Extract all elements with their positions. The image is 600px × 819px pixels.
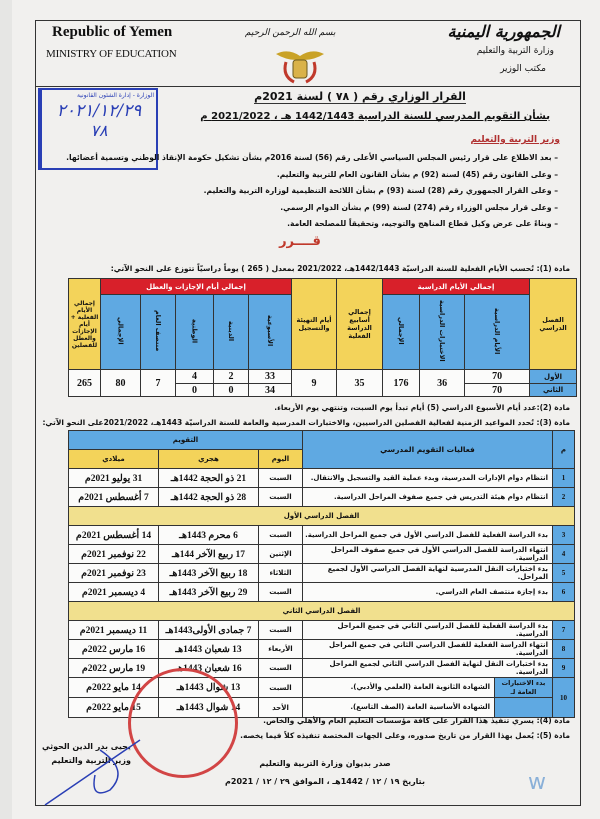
decides-heading: قــــرر bbox=[279, 234, 321, 249]
exam-activity-cell bbox=[303, 678, 553, 698]
exam-activity-cell bbox=[303, 698, 553, 718]
grand-total-cell: 265 bbox=[69, 370, 101, 397]
activity-cell: بدء اختبارات النقل المدرسية لنهاية الفصل الدراسي الأول لجميع المراحل. bbox=[303, 564, 553, 583]
article-1: مادة (1): تُحسب الأيام الفعلية للسنة الدراسيّة 1442/1443هـ، 2021/2022 بمعدل ( 265 ) يوماً دراسيّاً تتوزع على النحو الآتي: bbox=[110, 264, 570, 273]
hijri-date-cell: 17 ربيع الآخر 144هـ bbox=[159, 545, 259, 564]
col-no: م bbox=[553, 431, 575, 469]
day-cell: السبت bbox=[259, 526, 303, 545]
gregorian-date-cell: 7 أغسطس 2021م bbox=[69, 488, 159, 507]
religious-cell: 0 bbox=[214, 384, 249, 397]
article-5: مادة (5): يُعمل بهذا القرار من تاريخ صدوره، وعلى الجهات المختصة تنفيذه كلاً فيما يخصه. bbox=[240, 731, 570, 740]
preamble-item: – وعلى القرار الجمهوري رقم (28) لسنة (93) م بشأن اللائحة التنظيمية لوزارة التربية والتعليم. bbox=[118, 183, 558, 200]
row-number: 5 bbox=[553, 564, 575, 583]
day-cell: السبت bbox=[259, 583, 303, 602]
col-holidays-total: الإجمالي bbox=[116, 317, 125, 345]
hijri-date-cell: 13 شعبان 1443هـ bbox=[159, 640, 259, 659]
row-number: 9 bbox=[553, 659, 575, 678]
gregorian-date-cell: 15 مايو 2022م bbox=[69, 698, 159, 718]
day-cell: الثلاثاء bbox=[259, 564, 303, 583]
hijri-date-cell: 28 ذو الحجة 1442هـ bbox=[159, 488, 259, 507]
row-number: 7 bbox=[553, 621, 575, 640]
row-number: 1 bbox=[553, 469, 575, 488]
preamble-list bbox=[66, 150, 558, 233]
preamble-item: – وبناءً على عرض وكيل قطاع المناهج والتوجيه، وتحقيقاً للمصلحة العامة. bbox=[118, 216, 558, 233]
signer-name: يحيى بدر الدين الحوثي bbox=[42, 742, 131, 751]
activity-cell: انتظام دوام الإدارات المدرسية، وبدء عملية القيد والتسجيل والانتقال. bbox=[303, 469, 553, 488]
day-cell: السبت bbox=[259, 488, 303, 507]
incoming-stamp-date: ٢٠٢١/١٢/٢٩ bbox=[56, 101, 142, 121]
table-row bbox=[69, 469, 575, 488]
watermark-icon: w bbox=[528, 770, 546, 795]
header-ar-ministry: وزارة التربية والتعليم bbox=[476, 46, 554, 56]
col-greg: ميلادي bbox=[69, 450, 159, 469]
general-exams-label-cont bbox=[494, 698, 552, 717]
row-number: 6 bbox=[553, 583, 575, 602]
article-3: مادة (3): تُحدد المواعيد الزمنية لفعالية الفصلين الدراسيين، والاختبارات المدرسية والعامة للسنة الدراسيّة 1443هـ، 2021/2022على النحو الآتي: bbox=[42, 418, 570, 427]
midyear-cell: 7 bbox=[141, 370, 176, 397]
table-row bbox=[69, 621, 575, 640]
preamble-item: – وعلى القانون رقم (45) لسنة (92) م بشأن القانون العام للتربية والتعليم. bbox=[118, 167, 558, 184]
row-number: 8 bbox=[553, 640, 575, 659]
prep-cell: 9 bbox=[292, 370, 337, 397]
row-number: 3 bbox=[553, 526, 575, 545]
term-label: الثاني bbox=[530, 384, 577, 397]
article-2: مادة (2):عدد أيام الأسبوع الدراسي (5) أيام تبدأ يوم السبت، وتنتهي يوم الأربعاء. bbox=[274, 403, 570, 412]
gregorian-date-cell: 11 ديسمبر 2021م bbox=[69, 621, 159, 640]
day-cell: السبت bbox=[259, 659, 303, 678]
decision-title bbox=[170, 90, 550, 103]
col-religious: الدينية bbox=[227, 320, 236, 342]
term1-heading: الفصل الدراسي الأول bbox=[69, 507, 575, 526]
school-total-cell: 176 bbox=[383, 370, 420, 397]
row-number: 10 bbox=[553, 678, 575, 718]
activity-cell: بدء إجازة منتصف العام الدراسي. bbox=[303, 583, 553, 602]
article-4: مادة (4): يسري تنفيذ هذا القرار على كافة مؤسسات التعليم العام والأهلي والخاص. bbox=[263, 716, 570, 725]
hijri-date-cell: 21 ذو الحجة 1442هـ bbox=[159, 469, 259, 488]
national-cell: 0 bbox=[176, 384, 214, 397]
group-school-days: إجمالي الأيام الدراسية bbox=[383, 279, 530, 295]
preamble-item: – بعد الاطلاع على قرار رئيس المجلس السياسي الأعلى رقم (56) لسنة 2016م بشأن تشكيل حكومة الإنقاذ الوطني وتسمية أعضائها. bbox=[118, 150, 558, 167]
exam-activity-text: الشهادة الأساسية العامة (الصف التاسع). bbox=[350, 703, 490, 711]
col-day: اليوم bbox=[259, 450, 303, 469]
table-row bbox=[69, 526, 575, 545]
decision-subject: بشأن التقويم المدرسي للسنة الدراسية 1442/1443 هـ ، 2021/2022 م bbox=[200, 111, 550, 122]
preamble-item: – وعلى قرار مجلس الوزراء رقم (274) لسنة (99) م بشأن الدوام الرسمي. bbox=[118, 200, 558, 217]
day-cell: السبت bbox=[259, 678, 303, 698]
activity-cell: بدء الدراسة الفعلية للفصل الدراسي الأول في جميع المراحل الدراسية. bbox=[303, 526, 553, 545]
table-row bbox=[69, 545, 575, 564]
col-term: الفصل الدراسي bbox=[530, 279, 577, 370]
incoming-stamp-label: الوزارة - إدارة الشئون القانونية bbox=[76, 92, 154, 99]
col-grand-total: إجمالي الأيام الفعلية + أيام الإجازات والعطل للفصلين bbox=[69, 279, 101, 370]
hijri-date-cell: 6 محرم 1443هـ bbox=[159, 526, 259, 545]
header-en-ministry: MINISTRY OF EDUCATION bbox=[46, 48, 177, 60]
issued-date: بتاريخ ١٩ / ١٢ / 1442هـ ، الموافق ٢٩ / ١٢ / 2021م bbox=[225, 777, 425, 786]
gregorian-date-cell: 19 مارس 2022م bbox=[69, 659, 159, 678]
header-en-country: Republic of Yemen bbox=[52, 24, 173, 40]
activity-cell: بدء الدراسة الفعلية للفصل الدراسي الثاني في جميع المراحل الدراسية. bbox=[303, 621, 553, 640]
table-row bbox=[69, 640, 575, 659]
hijri-date-cell: 7 جمادى الأولى1443هـ bbox=[159, 621, 259, 640]
activity-cell: انتهاء الدراسة الفعلية للفصل الدراسي الثاني في جميع المراحل الدراسية. bbox=[303, 640, 553, 659]
religious-cell: 2 bbox=[214, 370, 249, 384]
exam-activity-text: الشهادة الثانوية العامة (العلمي والأدبي). bbox=[350, 683, 490, 691]
hijri-date-cell: 14 شوال 1443هـ bbox=[159, 698, 259, 718]
col-activity: فعاليات التقويم المدرسي bbox=[303, 431, 553, 469]
weekly-cell: 33 bbox=[249, 370, 292, 384]
hijri-date-cell: 18 ربيع الآخر 1443هـ bbox=[159, 564, 259, 583]
yemen-emblem-icon bbox=[274, 46, 326, 84]
school-days-cell: 70 bbox=[465, 384, 530, 397]
activity-cell: انتظام دوام هيئة التدريس في جميع صفوف المراحل الدراسية. bbox=[303, 488, 553, 507]
term2-heading: الفصل الدراسي الثاني bbox=[69, 602, 575, 621]
day-cell: الأحد bbox=[259, 698, 303, 718]
header-ar-office: مكتب الوزير bbox=[500, 64, 546, 74]
row-number: 4 bbox=[553, 545, 575, 564]
gregorian-date-cell: 14 أغسطس 2021م bbox=[69, 526, 159, 545]
day-cell: الأربعاء bbox=[259, 640, 303, 659]
table-row bbox=[69, 370, 577, 384]
header-ar-country: الجمهورية اليمنية bbox=[447, 22, 560, 41]
header-divider bbox=[35, 86, 581, 87]
gregorian-date-cell: 4 ديسمبر 2021م bbox=[69, 583, 159, 602]
holidays-total-cell: 80 bbox=[101, 370, 141, 397]
issued-text: صدر بديوان وزارة التربية والتعليم bbox=[259, 759, 391, 768]
hijri-date-cell: 29 ربيع الآخر 1443هـ bbox=[159, 583, 259, 602]
day-cell: السبت bbox=[259, 469, 303, 488]
incoming-stamp-number: ٧٨ bbox=[90, 121, 108, 140]
activity-cell: بدء اختبارات النقل لنهاية الفصل الدراسي الثاني لجميع المراحل الدراسية. bbox=[303, 659, 553, 678]
col-school-total: الإجمالي bbox=[397, 317, 406, 345]
general-exams-label: بدء الاختبارات العامة لـ bbox=[494, 678, 552, 697]
table-row bbox=[69, 564, 575, 583]
basmala: بسم الله الرحمن الرحيم bbox=[245, 28, 336, 38]
gregorian-date-cell: 31 يوليو 2021م bbox=[69, 469, 159, 488]
school-days-cell: 70 bbox=[465, 370, 530, 384]
col-exams: الاختبارات الدراسية bbox=[438, 300, 447, 362]
day-cell: الإثنين bbox=[259, 545, 303, 564]
col-national: الوطنية bbox=[190, 318, 199, 344]
signer-title: وزير التربية والتعليم bbox=[51, 756, 131, 765]
activity-cell: انتهاء الدراسة للفصل الدراسي الأول في جميع صفوف المراحل الدراسية. bbox=[303, 545, 553, 564]
term-label: الأول bbox=[530, 370, 577, 384]
table-row bbox=[69, 488, 575, 507]
school-calendar-table bbox=[68, 430, 575, 718]
decision-title-text: القرار الوزاري رقم ( ٧٨ ) لسنة 2021م bbox=[254, 90, 466, 103]
national-cell: 4 bbox=[176, 370, 214, 384]
days-summary-table bbox=[68, 278, 577, 397]
col-midyear: منتصف العام bbox=[154, 310, 163, 352]
gregorian-date-cell: 14 مايو 2022م bbox=[69, 678, 159, 698]
table-row bbox=[69, 583, 575, 602]
col-hijri: هجري bbox=[159, 450, 259, 469]
issued-block bbox=[210, 755, 440, 791]
gregorian-date-cell: 16 مارس 2022م bbox=[69, 640, 159, 659]
hijri-date-cell: 16 شعبان 1443هـ bbox=[159, 659, 259, 678]
signature-scribble-icon bbox=[40, 730, 160, 810]
group-holidays: إجمالي أيام الإجازات والعطل bbox=[101, 279, 292, 295]
col-calendar: التقويم bbox=[69, 431, 303, 450]
hijri-date-cell: 13 شوال 1443هـ bbox=[159, 678, 259, 698]
day-cell: السبت bbox=[259, 621, 303, 640]
col-prep: أيام التهيئة والتسجيل bbox=[292, 279, 337, 370]
col-weeks: إجمالي أسابيع الدراسة الفعلية bbox=[337, 279, 383, 370]
weeks-cell: 35 bbox=[337, 370, 383, 397]
weekly-cell: 34 bbox=[249, 384, 292, 397]
row-number: 2 bbox=[553, 488, 575, 507]
col-school-days: الأيام الدراسية bbox=[493, 307, 502, 355]
gregorian-date-cell: 22 نوفمبر 2021م bbox=[69, 545, 159, 564]
table-row bbox=[69, 659, 575, 678]
exams-cell: 36 bbox=[420, 370, 465, 397]
minister-heading: وزير التربية والتعليم bbox=[470, 135, 560, 145]
col-weekly: الأسبوعية bbox=[266, 315, 275, 347]
gregorian-date-cell: 23 نوفمبر 2021م bbox=[69, 564, 159, 583]
